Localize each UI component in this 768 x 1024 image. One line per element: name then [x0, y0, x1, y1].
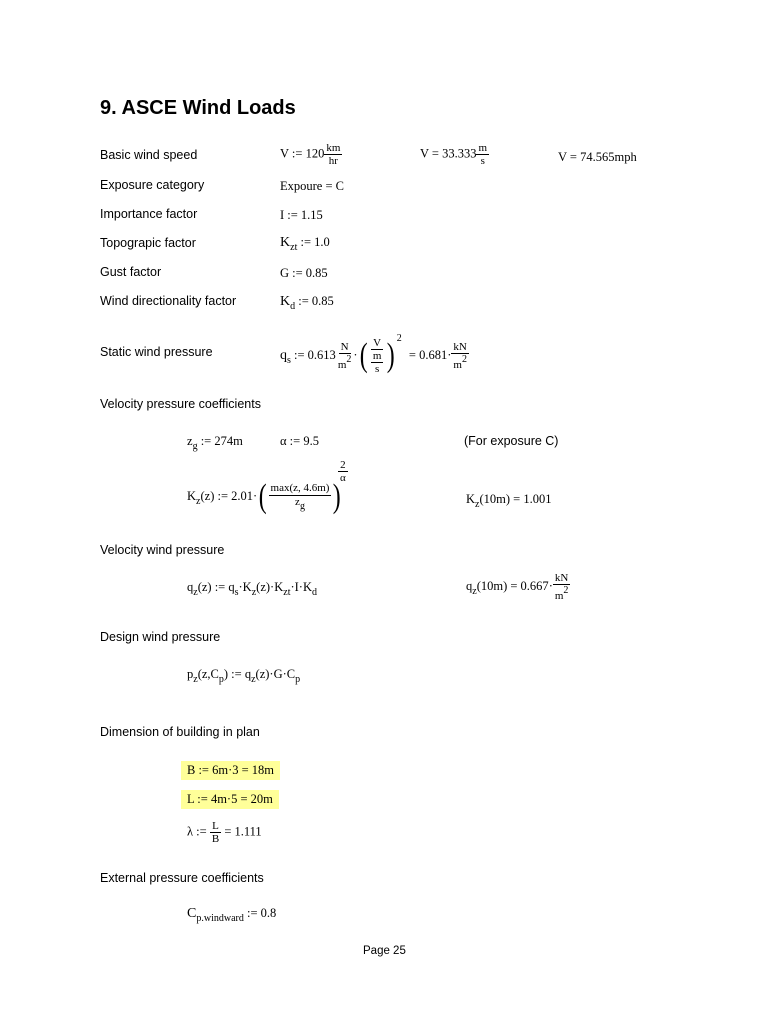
right-paren: )	[387, 337, 396, 375]
qs-s: s	[375, 363, 380, 376]
cp-value: := 0.8	[243, 906, 277, 920]
lambda-result: = 1.111	[224, 824, 262, 839]
label-design-pressure: Design wind pressure	[100, 630, 221, 644]
kz-subscript: z	[196, 495, 201, 507]
formula-exposure: Expoure = C	[280, 179, 344, 193]
label-importance: Importance factor	[100, 207, 198, 221]
formula-v-definition	[280, 142, 342, 167]
v-def-unit-den: hr	[328, 155, 338, 168]
qs-result-unit-exp: 2	[461, 354, 467, 366]
zg-subscript: g	[192, 441, 198, 452]
result-v-mph: V = 74.565mph	[558, 150, 637, 164]
qz-subscript: z	[193, 587, 198, 598]
label-vp-coefficients: Velocity pressure coefficients	[100, 397, 261, 411]
qs-result-unit-num: kN	[453, 341, 467, 354]
label-wind-speed: Basic wind speed	[100, 148, 198, 162]
qz-rhs4: ·I·K	[290, 580, 312, 594]
pz-rhs-sub: p	[295, 674, 301, 685]
qs-subscript: s	[287, 355, 291, 366]
kd-value: := 0.85	[295, 294, 334, 308]
formula-kzt	[280, 235, 330, 253]
qs-coefficient: := 0.613	[290, 348, 336, 362]
kz-symbol: K	[187, 488, 197, 503]
v-def-unit-num: km	[326, 142, 341, 154]
result-v-ms	[420, 142, 489, 167]
v-ms-unit-num: m	[478, 142, 488, 154]
qz10-value: (10m) = 0.667	[476, 578, 549, 593]
result-kz10	[466, 492, 551, 510]
section-heading: 9. ASCE Wind Loads	[100, 97, 296, 119]
kzt-symbol: K	[280, 235, 291, 250]
cp-subscript: p.windward	[196, 913, 244, 924]
label-velocity-pressure: Velocity wind pressure	[100, 543, 225, 557]
formula-b-highlighted: B := 6m·3 = 18m	[181, 761, 280, 780]
page-number: Page 25	[363, 945, 406, 957]
qs-power: 2	[396, 333, 402, 344]
v-def-lhs: V := 120	[280, 146, 325, 161]
qz-rhs3: (z)·K	[256, 580, 284, 594]
kzt-value: := 1.0	[297, 235, 330, 249]
lambda-num: L	[212, 820, 219, 832]
formula-gust: G := 0.85	[280, 266, 328, 280]
formula-kd	[280, 294, 334, 312]
qs-v: V	[373, 336, 382, 349]
exposure-note: (For exposure C)	[464, 434, 559, 448]
kd-symbol: K	[280, 294, 291, 309]
formula-kz: $K_z(z)$ := 2.01·( $\frac{\max(z, 4.6m)}{zg}$ )	[187, 478, 342, 515]
qz10-subscript: z	[472, 585, 477, 597]
cp-symbol: C	[187, 906, 197, 921]
kz-right-paren: )	[333, 478, 342, 515]
qz-rhs: (z) := q	[197, 580, 235, 594]
lambda-lhs: λ :=	[187, 824, 207, 839]
result-qz10: $q_z(10m) = 0.667\cdot$ $\frac{kN}{m2}$	[466, 572, 569, 603]
label-dimension: Dimension of building in plan	[100, 725, 260, 739]
label-exposure: Exposure category	[100, 178, 205, 192]
qs-result: = 0.681	[408, 348, 448, 362]
kz-exp-num: 2	[340, 459, 346, 471]
kz-den-subscript: g	[299, 500, 305, 512]
zg-symbol: z	[187, 434, 193, 448]
qs-unit-num: N	[340, 341, 349, 354]
formula-importance: I := 1.15	[280, 208, 323, 222]
qz-symbol: q	[187, 580, 194, 594]
kz-definition: (z) := 2.01	[200, 488, 254, 503]
qz-rhs2-sub: z	[251, 587, 257, 598]
label-topographic: Topograpic factor	[100, 236, 196, 250]
formula-pz	[187, 667, 300, 685]
zg-value: := 274m	[197, 434, 243, 448]
label-directionality: Wind directionality factor	[100, 294, 237, 308]
kz-den-symbol: z	[295, 495, 300, 508]
qz-rhs3-sub: zt	[283, 587, 291, 598]
formula-qz	[187, 580, 317, 598]
label-ext-coefficients: External pressure coefficients	[100, 871, 264, 885]
formula-l-highlighted: L := 4m·5 = 20m	[181, 790, 279, 809]
kz10-value: (10m) = 1.001	[479, 492, 552, 506]
v-ms-unit-den: s	[480, 155, 485, 168]
qs-unit-exp: 2	[346, 354, 352, 366]
kz-exponent	[338, 459, 348, 484]
qs-symbol: q	[280, 348, 287, 363]
qz-rhs4-sub: d	[311, 587, 317, 598]
pz-rhs: (z)·G·C	[255, 667, 296, 681]
label-static-pressure: Static wind pressure	[100, 345, 213, 359]
qz10-unit-den: m	[554, 590, 564, 603]
pz-subscript: z	[193, 674, 198, 685]
kzt-subscript: zt	[290, 242, 298, 253]
formula-qs: $q_s$ := 0.613 $\frac{N}{m2}$ ·( $\frac{V}{\frac{m}{s}}$ ) $^2$ = 0.681· $\frac{kN}{m2}$	[280, 333, 467, 376]
qz10-symbol: q	[466, 578, 473, 593]
qs-m: m	[372, 350, 382, 363]
left-paren: (	[359, 337, 368, 375]
kz10-symbol: K	[466, 492, 476, 506]
kz-exp-den: α	[340, 472, 346, 485]
qz-rhs-sub: s	[234, 587, 239, 598]
pz-args: (z,C	[197, 667, 219, 681]
kd-subscript: d	[290, 301, 296, 312]
lambda-den: B	[211, 833, 220, 846]
formula-zg	[187, 434, 243, 452]
qz10-unit-num: kN	[554, 572, 569, 584]
qz10-unit-exp: 2	[563, 585, 569, 597]
pz-args-sub: p	[218, 674, 224, 685]
kz-left-paren: (	[258, 478, 267, 515]
formula-alpha: α := 9.5	[280, 434, 319, 448]
pz-close: ) := q	[223, 667, 252, 681]
formula-cp-windward	[187, 906, 276, 924]
qz-rhs2: ·K	[238, 580, 252, 594]
pz-q-sub: z	[251, 674, 256, 685]
v-ms-lhs: V = 33.333	[420, 146, 477, 161]
qs-unit-den: m	[337, 359, 347, 372]
label-gust: Gust factor	[100, 265, 162, 279]
formula-lambda	[187, 820, 262, 845]
pz-symbol: p	[187, 667, 194, 681]
kz10-subscript: z	[475, 499, 480, 510]
qs-result-unit-den: m	[453, 359, 462, 372]
kz-numerator: max(z, 4.6m)	[270, 482, 330, 495]
